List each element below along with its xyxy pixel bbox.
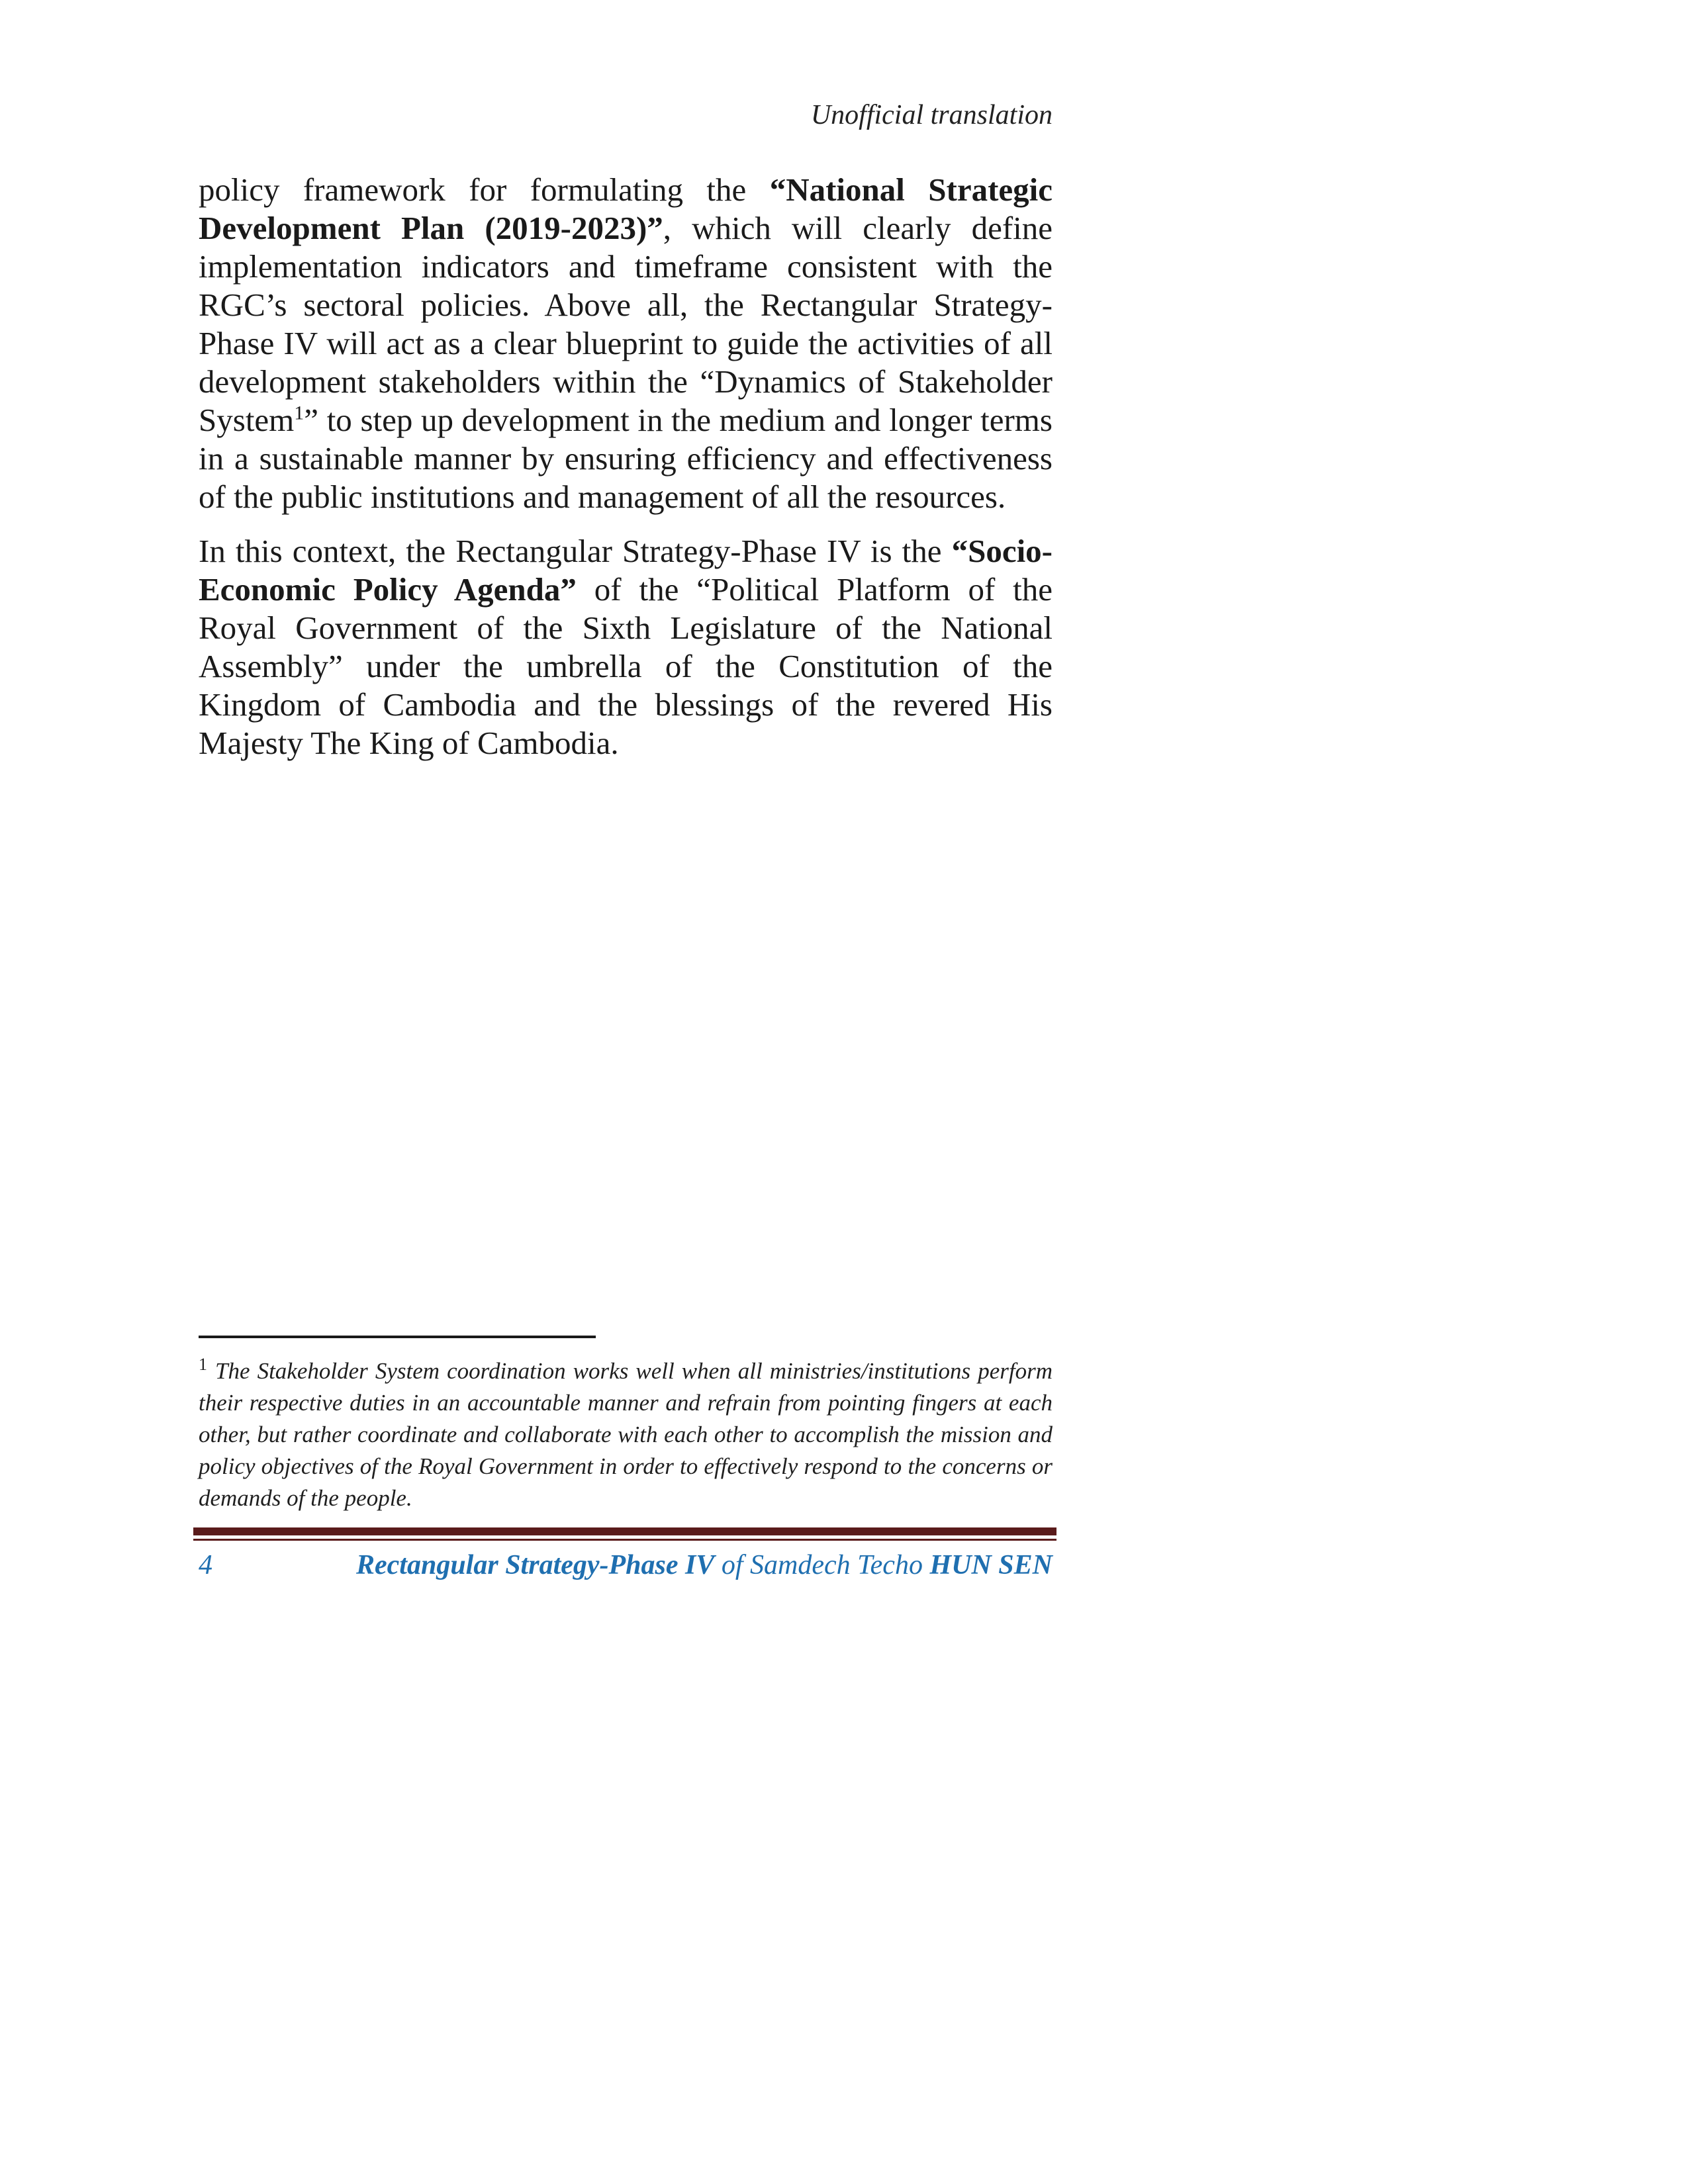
footer-title [356, 1546, 1053, 1584]
footer-title-name: HUN SEN [929, 1550, 1053, 1580]
paragraph-2 [199, 532, 1053, 762]
footer-rule-thick [193, 1527, 1056, 1535]
page-footer [199, 1546, 1053, 1586]
footnote-number: 1 [199, 1355, 207, 1375]
paragraph-1 [199, 171, 1053, 516]
footer-title-connector: of Samdech Techo [714, 1550, 930, 1580]
paragraph-1-text-c: ” to step up development in the medium and longer terms in a sustainable manner by ensuring efficiency and effectiveness of the public institutions and management of all the resources. [199, 402, 1053, 515]
footnote-text: The Stakeholder System coordination works well when all ministries/institutions perform their respective duties in an accountable manner and refrain from pointing fingers at each other, but rather coordinate and collaborate with each other to accomplish the mission and policy objectives of the Royal Government in order to effectively respond to the concerns or demands of the people. [199, 1358, 1053, 1511]
footer-rule-thin [193, 1539, 1056, 1541]
body-text [199, 171, 1053, 778]
paragraph-1-text-a: policy framework for formulating the [199, 171, 770, 208]
paragraph-1-text-b: , which will clearly define implementation indicators and timeframe consistent with the RGC’s sectoral policies. Above all, the Rectangular Strategy-Phase IV will act as a clear blueprint to guide the activities of all development stakeholders within the “Dynamics of Stakeholder System [199, 210, 1053, 438]
footnote [199, 1355, 1053, 1514]
paragraph-2-text-b: of the “Political Platform of the Royal Government of the Sixth Legislature of the National Assembly” under the umbrella of the Constitution of the Kingdom of Cambodia and the blessings of the revered His Majesty The King of Cambodia. [199, 571, 1053, 761]
footnote-reference[interactable]: 1 [294, 402, 305, 424]
footnote-separator [199, 1336, 596, 1338]
footer-title-strategy: Rectangular Strategy-Phase IV [356, 1550, 715, 1580]
paragraph-1-bold-plan-name: “National Strategic Development Plan (2019-2023)” [199, 171, 1053, 246]
paragraph-2-text-a: In this context, the Rectangular Strategy-Phase IV is the [199, 533, 952, 569]
page-number: 4 [199, 1550, 212, 1580]
running-header: Unofficial translation [810, 100, 1053, 130]
paragraph-2-bold-agenda: “Socio-Economic Policy Agenda” [199, 533, 1053, 608]
